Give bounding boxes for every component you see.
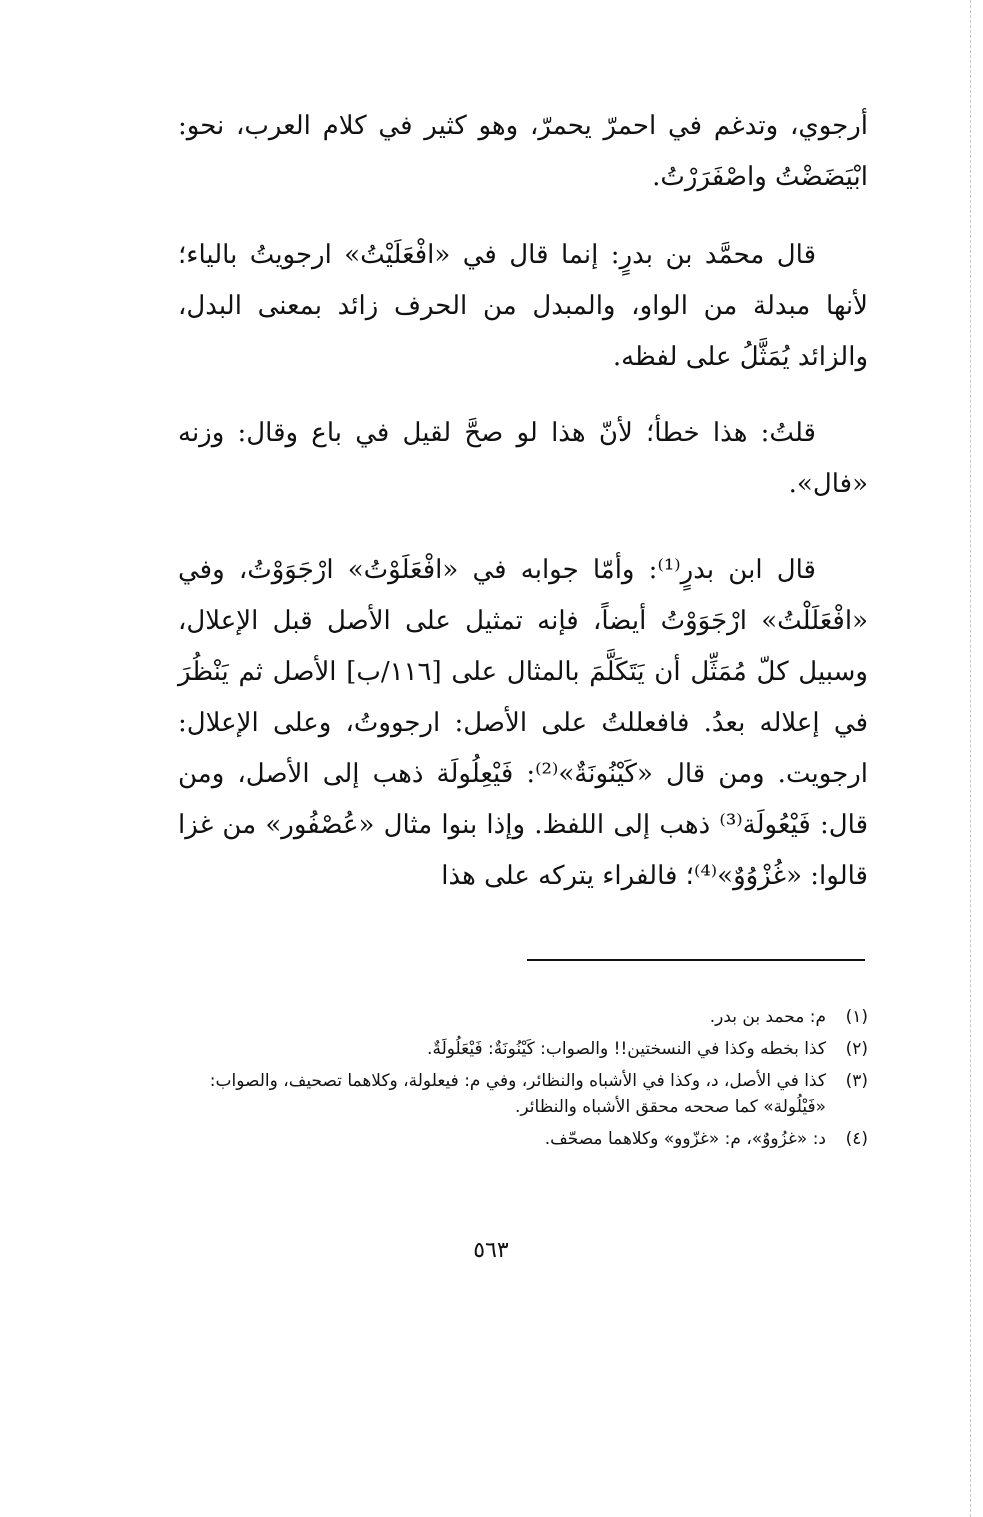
scan-edge-line	[970, 0, 971, 1517]
paragraph-3-text: قلتُ: هذا خطأ؛ لأنّ هذا لو صحَّ لقيل في باع وقال: وزنه «فال».	[178, 418, 868, 499]
footnote-1	[178, 1004, 868, 1030]
paragraph-1-text: أرجوي، وتدغم في احمرّ يحمرّ، وهو كثير في كلام العرب، نحو: ابْيَضَضْتُ واصْفَرَرْتُ.	[178, 111, 868, 192]
footnotes	[178, 1004, 868, 1158]
footnote-number: (١)	[845, 1007, 868, 1027]
footnote-number: (٢)	[845, 1039, 868, 1059]
paragraph-2	[178, 230, 868, 383]
paragraph-4-text: قال ابن بدرٍ⁽¹⁾: وأمّا جوابه في «افْعَلَوْتُ» ارْجَوَوْتُ، وفي «افْعَلَلْتُ» ارْجَوَوْتُ أيضاً، فإنه تمثيل على الأصل قبل الإعلال، وسبيل كلّ مُمَثِّل أن يَتَكَلَّمَ بالمثال على [١١٦/ب] الأصل ثم يَنْظُرَ في إعلاله بعدُ. فافعللتُ على الأصل: ارجووتُ، وعلى الإعلال: ارجويت. ومن قال «كَيْنُونَةٌ»⁽²⁾: فَيْعِلُولَة ذهب إلى الأصل، ومن قال: فَيْعُولَة⁽³⁾ ذهب إلى اللفظ. وإذا بنوا مثال «عُصْفُور» من غزا قالوا: «غُزْوُوٌ»⁽⁴⁾؛ فالفراء يتركه على هذا	[178, 555, 869, 891]
footnote-text: كذا في الأصل، د، وكذا في الأشباه والنظائر، وفي م: فيعلولة، وكلاهما تصحيف، والصواب: «فَيْلُولة» كما صححه محقق الأشباه والنظائر.	[209, 1071, 826, 1117]
footnote-text: كذا بخطه وكذا في النسختين!! والصواب: كَيْنُونَةٌ: فَيْعَلُولَةٌ.	[427, 1039, 826, 1059]
footnote-3	[178, 1068, 868, 1120]
footnote-number: (٤)	[845, 1129, 868, 1149]
footnote-4	[178, 1126, 868, 1152]
paragraph-4	[178, 545, 868, 902]
footnote-text: د: «غزُووٌ»، م: «غزّوو» وكلاهما مصحّف.	[544, 1129, 826, 1149]
paragraph-1	[178, 101, 868, 203]
footnote-separator	[527, 959, 865, 961]
paragraph-3	[178, 408, 868, 510]
paragraph-2-text: قال محمَّد بن بدرٍ: إنما قال في «افْعَلَيْتُ» ارجويتُ بالياء؛ لأنها مبدلة من الواو، والمبدل من الحرف زائد بمعنى البدل، والزائد يُمَثَّلُ على لفظه.	[178, 240, 868, 372]
footnote-text: م: محمد بن بدر.	[709, 1007, 826, 1027]
footnote-number: (٣)	[845, 1071, 868, 1091]
page-number: ٥٦٣	[473, 1238, 509, 1263]
footnote-2	[178, 1036, 868, 1062]
